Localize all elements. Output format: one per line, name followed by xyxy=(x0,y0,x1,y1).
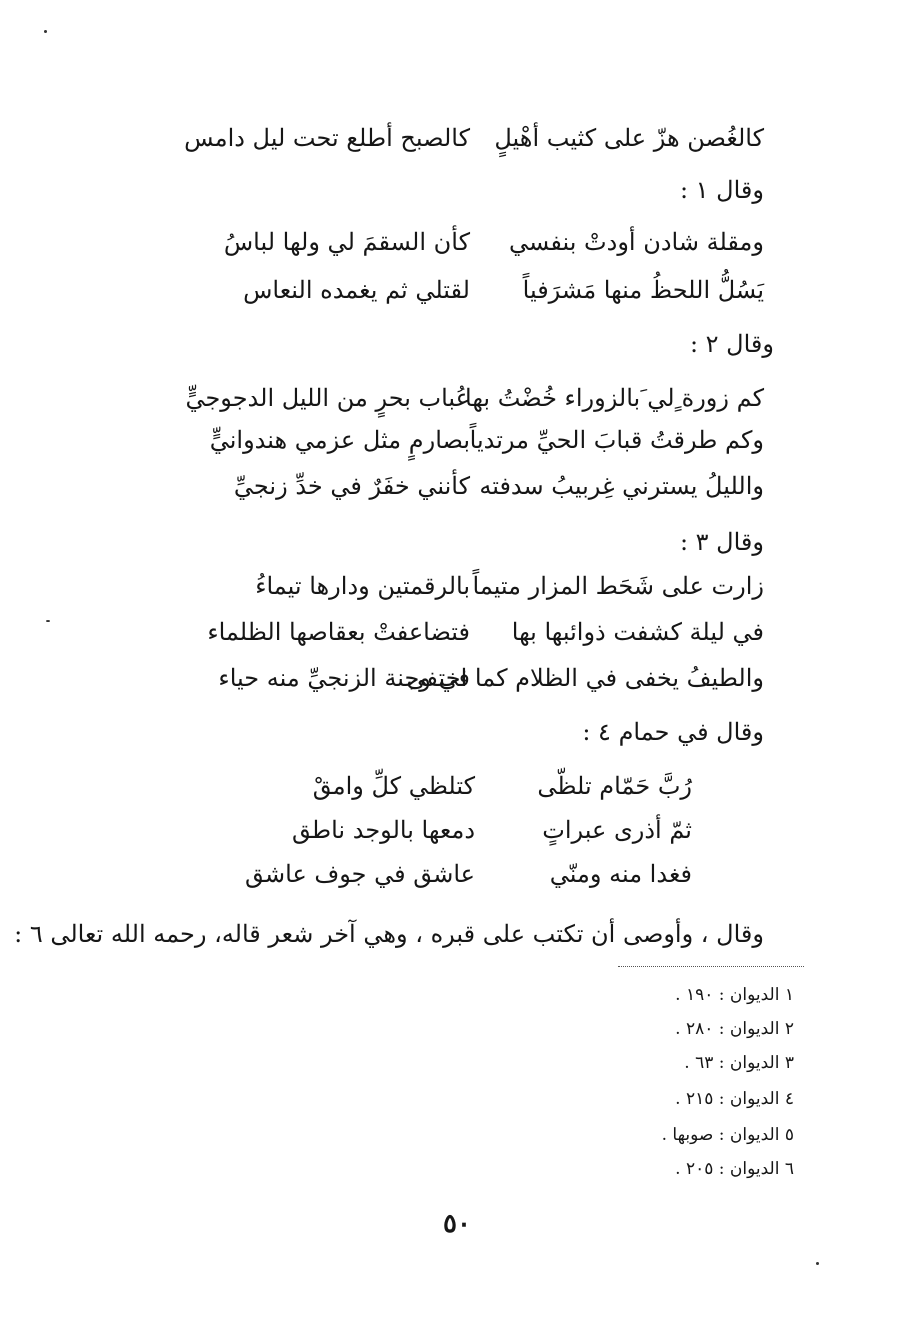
verse-second-hemistich: عُباب بحرٍ من الليل الدجوجيٍّ xyxy=(185,384,470,412)
verse-line xyxy=(0,612,914,652)
verse-first-hemistich: رُبَّ حَمّام تلظّى xyxy=(537,772,692,800)
poem-intro: وقال ٣ : xyxy=(679,528,764,556)
verse-line xyxy=(0,118,914,158)
closing-intro: وقال ، وأوصى أن تكتب على قبره ، وهي آخر شعر قاله، رحمه الله تعالى ٦ : xyxy=(14,920,764,948)
verse-line xyxy=(0,222,914,262)
footnote-separator xyxy=(618,966,804,967)
verse-line xyxy=(0,270,914,310)
verse-first-hemistich: ثمّ أذرى عبراتٍ xyxy=(542,816,692,844)
footnote: ٢ الديوان : ٢٨٠ . xyxy=(675,1019,794,1039)
footnote: ٥ الديوان : صوبها . xyxy=(661,1125,794,1145)
verse-second-hemistich: بصارمٍ مثل عزمي هندوانيٍّ xyxy=(209,426,470,454)
verse-second-hemistich: عاشق في جوف عاشق xyxy=(245,860,475,888)
verse-second-hemistich: كأنني خفَرٌ في خدِّ زنجيِّ xyxy=(233,472,470,500)
verse-line xyxy=(0,658,914,698)
verse-first-hemistich: ومقلة شادن أودتْ بنفسي xyxy=(508,228,764,256)
verse-second-hemistich: لقتلي ثم يغمده النعاس xyxy=(243,276,470,304)
verse-line xyxy=(0,466,914,506)
verse-first-hemistich: زارت على شَحَط المزار متيماً xyxy=(472,572,764,600)
footnote: ٦ الديوان : ٢٠٥ . xyxy=(675,1159,794,1179)
verse-second-hemistich: في وجنة الزنجيِّ منه حياء xyxy=(218,664,470,692)
verse-first-hemistich: والطيفُ يخفى في الظلام كما اختفى xyxy=(406,664,764,692)
verse-first-hemistich: كالغُصن هزّ على كثيب أهْيلٍ xyxy=(494,124,764,152)
poem-intro: وقال ١ : xyxy=(679,176,764,204)
scan-speck xyxy=(46,620,50,622)
poem-intro: وقال في حمام ٤ : xyxy=(582,718,764,746)
verse-first-hemistich: يَسُلُّ اللحظُ منها مَشرَفياً xyxy=(522,276,764,304)
verse-first-hemistich: كم زورة ٍلي َبالزوراء خُضْتُ بها xyxy=(465,384,764,412)
verse-first-hemistich: في ليلة كشفت ذوائبها بها xyxy=(511,618,764,646)
poem-intro: وقال ٢ : xyxy=(689,330,774,358)
verse-line xyxy=(0,766,914,806)
verse-first-hemistich: والليلُ يسترني غِربيبُ سدفته xyxy=(479,472,764,500)
verse-line xyxy=(0,420,914,460)
verse-line xyxy=(0,810,914,850)
page-number: ٥٠ xyxy=(443,1209,471,1239)
verse-line xyxy=(0,566,914,606)
verse-second-hemistich: كتلظي كلِّ وامقْ xyxy=(312,772,475,800)
verse-first-hemistich: وكم طرقتُ قبابَ الحيِّ مرتدياً xyxy=(469,426,764,454)
verse-second-hemistich: كالصبح أطلع تحت ليل دامس xyxy=(184,124,470,152)
scan-speck xyxy=(816,1262,819,1265)
verse-line xyxy=(0,378,914,418)
footnote: ٣ الديوان : ٦٣ . xyxy=(684,1053,794,1073)
verse-first-hemistich: فغدا منه ومنّي xyxy=(549,860,692,888)
scan-speck xyxy=(44,30,47,33)
verse-second-hemistich: بالرقمتين ودارها تيماءُ xyxy=(255,572,470,600)
verse-second-hemistich: كأن السقمَ لي ولها لباسُ xyxy=(223,228,470,256)
verse-line xyxy=(0,854,914,894)
verse-second-hemistich: دمعها بالوجد ناطق xyxy=(292,816,475,844)
footnote: ١ الديوان : ١٩٠ . xyxy=(675,985,794,1005)
verse-second-hemistich: فتضاعفتْ بعقاصها الظلماء xyxy=(207,618,470,646)
footnote: ٤ الديوان : ٢١٥ . xyxy=(675,1089,794,1109)
